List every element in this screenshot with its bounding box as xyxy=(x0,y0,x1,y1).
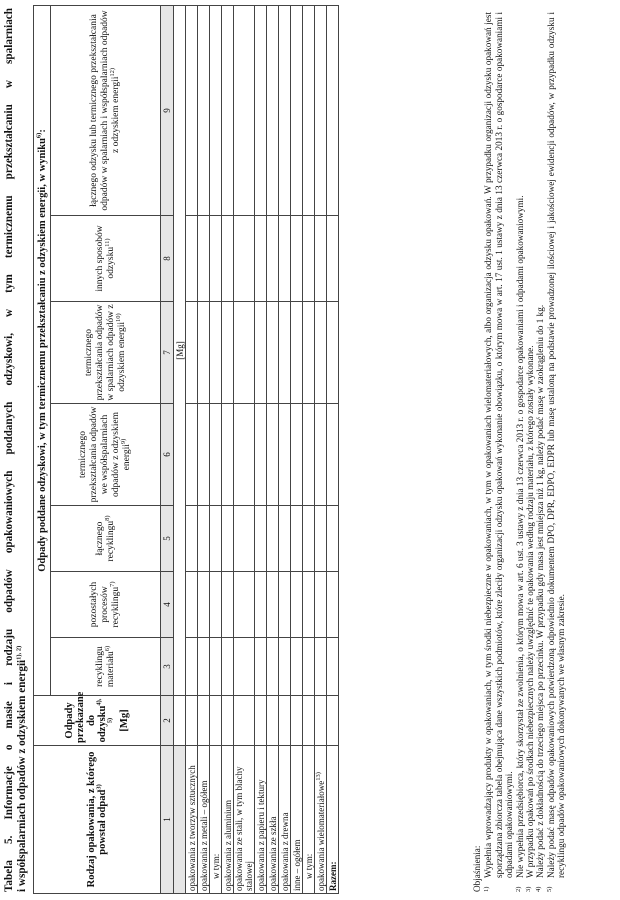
column-numbers-row: 1 2 3 4 5 6 7 8 9 xyxy=(161,5,174,893)
footnote-number: 4) xyxy=(535,886,543,892)
data-cell xyxy=(267,404,279,506)
footnotes-heading: Objaśnienia: xyxy=(472,845,482,892)
data-cell xyxy=(186,696,198,746)
data-cell xyxy=(186,216,198,302)
data-cell xyxy=(222,638,234,696)
header-thermal-coincineration: termicznego przekształcania odpadów we współspalarniach odpadów z odzyskiem energii$^{9)}$ xyxy=(51,404,161,506)
data-cell xyxy=(291,638,303,696)
footnote-item xyxy=(483,12,514,892)
data-cell xyxy=(267,638,279,696)
table-row xyxy=(279,5,291,893)
footnote-item xyxy=(535,12,545,892)
data-cell xyxy=(186,506,198,572)
table-row xyxy=(303,5,315,893)
data-cell xyxy=(291,302,303,404)
data-cell xyxy=(222,5,234,215)
data-cell xyxy=(327,696,339,746)
data-cell xyxy=(198,302,210,404)
table-row xyxy=(198,5,210,893)
title-line-1: Tabela 5. Informacje o masie i rodzaju odpadów opakowaniowych poddanych odzyskowi, w tym termicznemu przekształcaniu w spalarniach xyxy=(3,8,15,892)
table-row xyxy=(222,5,234,893)
header-recovered: Odpady poddane odzyskowi, w tym termicznemu przekształcaniu z odzyskiem energii, w wyniku$^{6)}$: xyxy=(34,5,51,695)
data-cell xyxy=(315,302,327,404)
unit-row: [Mg] xyxy=(174,5,186,893)
data-cell xyxy=(234,506,255,572)
table-row xyxy=(327,5,339,893)
footnotes xyxy=(472,12,567,892)
data-cell xyxy=(186,404,198,506)
data-cell xyxy=(267,506,279,572)
header-total-recycling: łącznego recyklingu$^{8)}$ xyxy=(51,506,161,572)
table-row xyxy=(234,5,255,893)
title-line-2: i współspalarniach odpadów z odzyskiem energii xyxy=(16,659,28,892)
header-other-methods: innych sposobów odzysku$^{11)}$ xyxy=(51,216,161,302)
title-footnote-ref: 1), 2) xyxy=(15,645,23,660)
footnote-number: 5) xyxy=(545,886,553,892)
data-cell xyxy=(234,5,255,215)
data-cell xyxy=(198,572,210,638)
table-title xyxy=(3,8,29,892)
data-cell xyxy=(327,572,339,638)
data-cell xyxy=(198,5,210,215)
data-cell xyxy=(291,506,303,572)
data-cell xyxy=(303,696,315,746)
row-label: opakowania z drewna xyxy=(279,746,291,894)
data-cell xyxy=(303,572,315,638)
data-cell xyxy=(210,216,222,302)
table-row xyxy=(315,5,327,893)
footnote-item xyxy=(546,12,567,892)
footnote-text: Należy podać masę odpadów opakowaniowych potwierdzoną odpowiednio dokumentem DPO, DPR, EDPO, EDPR lub masę ustaloną na podstawie prowadzonej ilościowej i jakościowej ewidencji odpadów, w przypadku odzysku i recyklingu odpadów opakowaniowych dokonywanych we własnym zakresie. xyxy=(545,12,567,878)
data-cell xyxy=(210,5,222,215)
row-label: opakowania z metali – ogółem xyxy=(198,746,210,894)
data-cell xyxy=(234,696,255,746)
data-cell xyxy=(267,696,279,746)
data-cell xyxy=(315,216,327,302)
data-cell xyxy=(279,302,291,404)
data-cell xyxy=(315,404,327,506)
data-cell xyxy=(291,696,303,746)
data-cell xyxy=(234,302,255,404)
data-cell xyxy=(279,216,291,302)
data-cell xyxy=(210,302,222,404)
data-cell xyxy=(315,5,327,215)
data-cell xyxy=(198,696,210,746)
row-label: opakowania ze stali, w tym blachy stalowej xyxy=(234,746,255,894)
data-cell xyxy=(279,572,291,638)
data-cell xyxy=(222,572,234,638)
data-cell xyxy=(267,216,279,302)
data-cell xyxy=(198,506,210,572)
data-cell xyxy=(327,638,339,696)
data-cell xyxy=(303,216,315,302)
data-cell xyxy=(234,638,255,696)
footnote-item xyxy=(515,12,525,892)
data-cell xyxy=(186,638,198,696)
data-cell xyxy=(327,216,339,302)
data-cell xyxy=(210,404,222,506)
row-label: w tym: xyxy=(210,746,222,894)
data-cell xyxy=(291,5,303,215)
header-transferred: Odpady przekazane do odzysku$^{4), 5)}$ [Mg] xyxy=(34,696,161,746)
table-row xyxy=(291,5,303,893)
footnote-number: 1) xyxy=(483,886,491,892)
table-row xyxy=(267,5,279,893)
data-cell xyxy=(327,506,339,572)
data-cell xyxy=(255,216,267,302)
data-cell xyxy=(303,404,315,506)
data-cell xyxy=(222,302,234,404)
row-label: Razem: xyxy=(327,746,339,894)
data-cell xyxy=(222,404,234,506)
data-cell xyxy=(186,5,198,215)
data-cell xyxy=(255,302,267,404)
data-cell xyxy=(222,506,234,572)
data-cell xyxy=(315,506,327,572)
row-label: opakowania z tworzyw sztucznych xyxy=(186,746,198,894)
data-cell xyxy=(267,302,279,404)
data-cell xyxy=(267,572,279,638)
data-cell xyxy=(291,572,303,638)
data-table xyxy=(33,5,339,894)
data-cell xyxy=(210,572,222,638)
data-cell xyxy=(255,696,267,746)
header-waste-type: Rodzaj opakowania, z którego powstał odpad$^{3)}$ xyxy=(34,746,161,894)
data-cell xyxy=(198,404,210,506)
data-cell xyxy=(255,404,267,506)
data-cell xyxy=(222,216,234,302)
header-material-recycling: recyklingu materiału$^{6)}$ xyxy=(51,638,161,696)
row-label: opakowania z aluminium xyxy=(222,746,234,894)
data-cell xyxy=(186,302,198,404)
row-label: opakowania wielomateriałowe$^{13)}$ xyxy=(315,746,327,894)
data-cell xyxy=(315,696,327,746)
data-cell xyxy=(267,5,279,215)
data-cell xyxy=(255,5,267,215)
data-cell xyxy=(303,5,315,215)
table-row xyxy=(255,5,267,893)
row-label: opakowania z papieru i tektury xyxy=(255,746,267,894)
data-cell xyxy=(279,696,291,746)
footnote-text: Wypełnia wprowadzający produkty w opakowaniach, w tym środki niebezpieczne w opakowaniach, w tym w opakowaniach wielomateriałowych, albo organizacja odzysku opakowań. W przypadku organizacji odzysku opakowań jest sporządzana zbiorcza tabela obejmująca dane wszystkich podmiotów, które zleciły organizacji odzysku opakowań wykonanie obowiązku, o którym mowa w art. 17 ust. 1 ustawy z dnia 13 czerwca 2013 r. o gospodarce opakowaniami i odpadami opakowaniowymi. xyxy=(483,12,515,878)
data-cell xyxy=(210,696,222,746)
data-cell xyxy=(255,506,267,572)
data-cell xyxy=(279,506,291,572)
data-cell xyxy=(210,638,222,696)
data-cell xyxy=(186,572,198,638)
footnote-text: W przypadku opakowań po środkach niebezpiecznych należy uwzględnić te opakowania według rodzaju materiału, z którego zostały wykonane. xyxy=(525,345,536,878)
footnote-item xyxy=(525,12,535,892)
data-cell xyxy=(291,404,303,506)
data-cell xyxy=(303,506,315,572)
footnote-number: 3) xyxy=(525,886,533,892)
row-label: opakowania ze szkła xyxy=(267,746,279,894)
data-cell xyxy=(279,404,291,506)
data-cell xyxy=(303,638,315,696)
data-cell xyxy=(327,5,339,215)
data-cell xyxy=(315,638,327,696)
table-row xyxy=(210,5,222,893)
header-total-recovery: łącznego odzysku lub termicznego przekształcania odpadów w spalarniach i współspalarniach odpadów z odzyskiem energii$^{12)}$ xyxy=(51,5,161,215)
data-cell xyxy=(198,216,210,302)
data-cell xyxy=(279,638,291,696)
footnote-text: Nie wypełnia przedsiębiorca, który skorzystał ze zwolnienia, o którym mowa w art. 6 ust. 3 ustawy z dnia 13 czerwca 2013 r. o gospodarce opakowaniami i odpadami opakowaniowymi. xyxy=(514,195,525,878)
data-cell xyxy=(315,572,327,638)
data-cell xyxy=(255,572,267,638)
header-other-recycling: pozostałych procesów recyklingu$^{7)}$ xyxy=(51,572,161,638)
data-cell xyxy=(198,638,210,696)
footnote-number: 2) xyxy=(514,886,522,892)
data-cell xyxy=(210,506,222,572)
data-cell xyxy=(279,5,291,215)
data-cell xyxy=(222,696,234,746)
data-cell xyxy=(303,302,315,404)
data-cell xyxy=(234,216,255,302)
data-cell xyxy=(234,572,255,638)
data-cell xyxy=(327,302,339,404)
data-cell xyxy=(234,404,255,506)
table-row xyxy=(186,5,198,893)
data-cell xyxy=(291,216,303,302)
row-label: inne – ogółem xyxy=(291,746,303,894)
footnote-text: Należy podać z dokładnością do trzeciego miejsca po przecinku. W przypadku gdy masa jest mniejsza niż 1 kg, należy podać masę w zaokrągleniu do 1 kg. xyxy=(535,304,546,878)
header-thermal-incineration: termicznego przekształcania odpadów w spalarniach odpadów z odzyskiem energii$^{10)}$ xyxy=(51,302,161,404)
data-cell xyxy=(255,638,267,696)
data-cell xyxy=(327,404,339,506)
row-label: w tym: xyxy=(303,746,315,894)
